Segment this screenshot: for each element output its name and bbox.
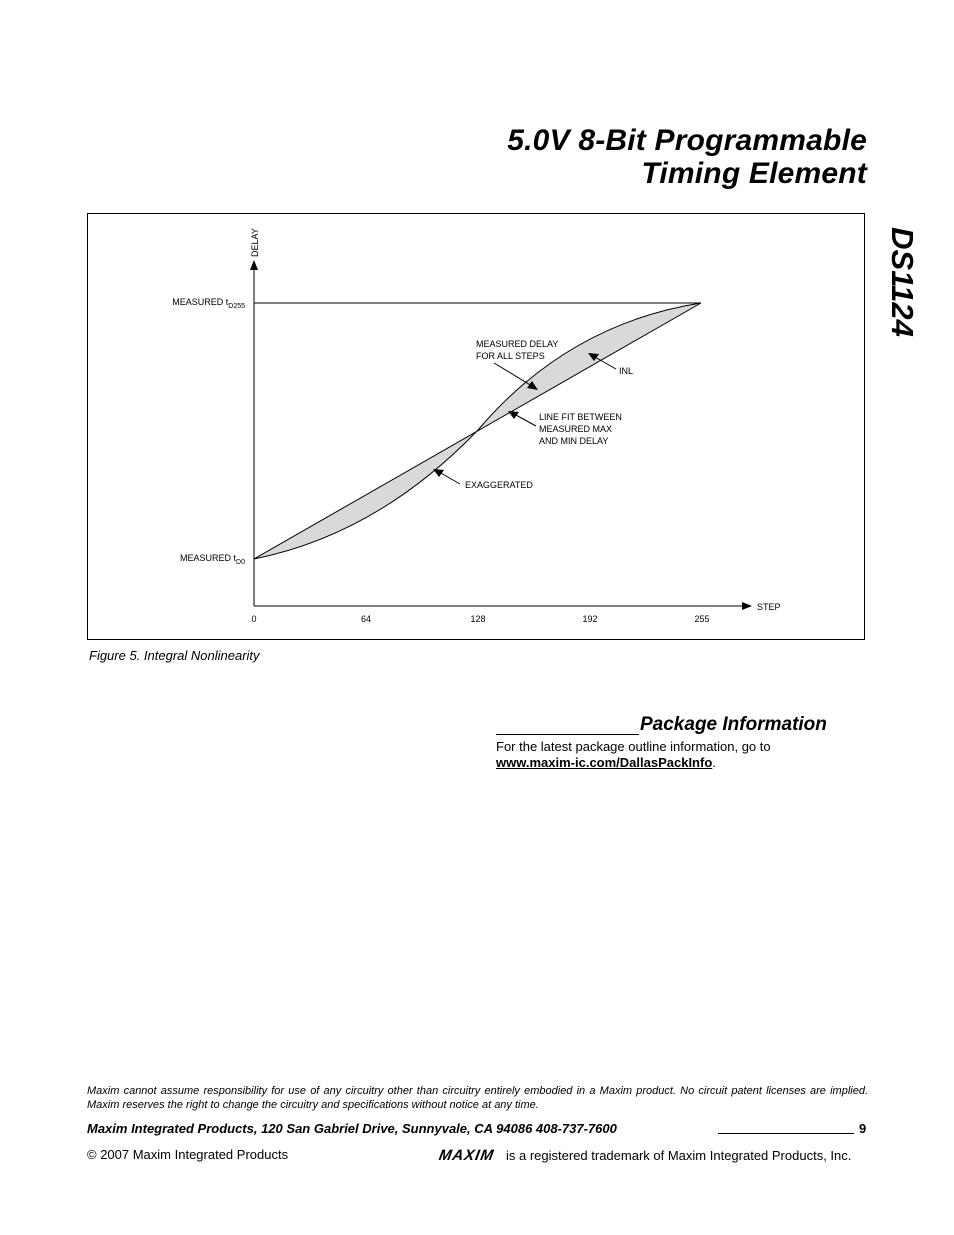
x-tick-255: 255 (694, 614, 710, 624)
copyright: © 2007 Maxim Integrated Products (87, 1147, 289, 1162)
figure-inl (87, 213, 865, 640)
y-label-min: MEASURED $t_{D0}$ (180, 553, 245, 566)
arrow-exaggerated-head (433, 469, 444, 477)
y-axis-arrow (250, 260, 258, 270)
arrow-line-fit (514, 414, 536, 426)
inl-diagram (88, 214, 866, 641)
trademark-text: is a registered trademark of Maxim Integrated Products, Inc. (506, 1148, 852, 1163)
y-axis-label: DELAY (250, 228, 260, 257)
x-tick-192: 192 (582, 614, 598, 624)
disclaimer: Maxim cannot assume responsibility for use of any circuitry other than circuitry entirely embodied in a Maxim product. No circuit patent licenses are implied. Maxim reserves the right to change the circuitry and specifications without notice at any time. (87, 1085, 868, 1111)
part-number-side-label (882, 212, 922, 352)
annotation-line-fit-3: AND MIN DELAY (539, 436, 609, 446)
x-axis-arrow (742, 602, 752, 610)
x-tick-64: 64 (360, 614, 372, 624)
annotation-inl: INL (619, 366, 634, 376)
x-tick-128: 128 (470, 614, 486, 624)
annotation-line-fit-1: LINE FIT BETWEEN (539, 412, 622, 422)
package-info-text (496, 739, 771, 771)
figure-caption: Figure 5. Integral Nonlinearity (89, 648, 260, 663)
annotation-measured-delay-2: FOR ALL STEPS (476, 351, 545, 361)
package-info-link[interactable]: www.maxim-ic.com/DallasPackInfo (496, 755, 713, 770)
annotation-line-fit-2: MEASURED MAX (539, 424, 613, 434)
arrow-line-fit-head (508, 411, 519, 419)
document-title (507, 124, 867, 190)
maxim-logo: MAXIM (437, 1147, 496, 1164)
y-label-max: MEASURED $t_{D255}$ (172, 297, 245, 310)
title-line-2: Timing Element (641, 157, 867, 190)
x-tick-0: 0 (251, 614, 257, 624)
package-info-link-suffix: . (712, 755, 716, 770)
annotation-exaggerated: EXAGGERATED (465, 480, 533, 490)
package-info-link-line (496, 755, 771, 771)
package-heading-rule (496, 734, 639, 735)
package-info-heading: Package Information (640, 714, 827, 735)
arrow-exaggerated (439, 472, 460, 484)
x-axis-label: STEP (757, 602, 781, 612)
footer-rule (718, 1133, 854, 1134)
annotation-measured-delay-1: MEASURED DELAY (476, 339, 559, 349)
footer-address: Maxim Integrated Products, 120 San Gabriel Drive, Sunnyvale, CA 94086 408-737-7600 (87, 1121, 617, 1136)
arrow-measured-delay (494, 363, 532, 386)
part-number: DS1124 (885, 227, 920, 337)
trademark-line (439, 1147, 851, 1164)
page-number: 9 (859, 1121, 867, 1136)
title-line-1: 5.0V 8-Bit Programmable (507, 124, 867, 157)
package-info-description: For the latest package outline information, go to (496, 739, 771, 754)
